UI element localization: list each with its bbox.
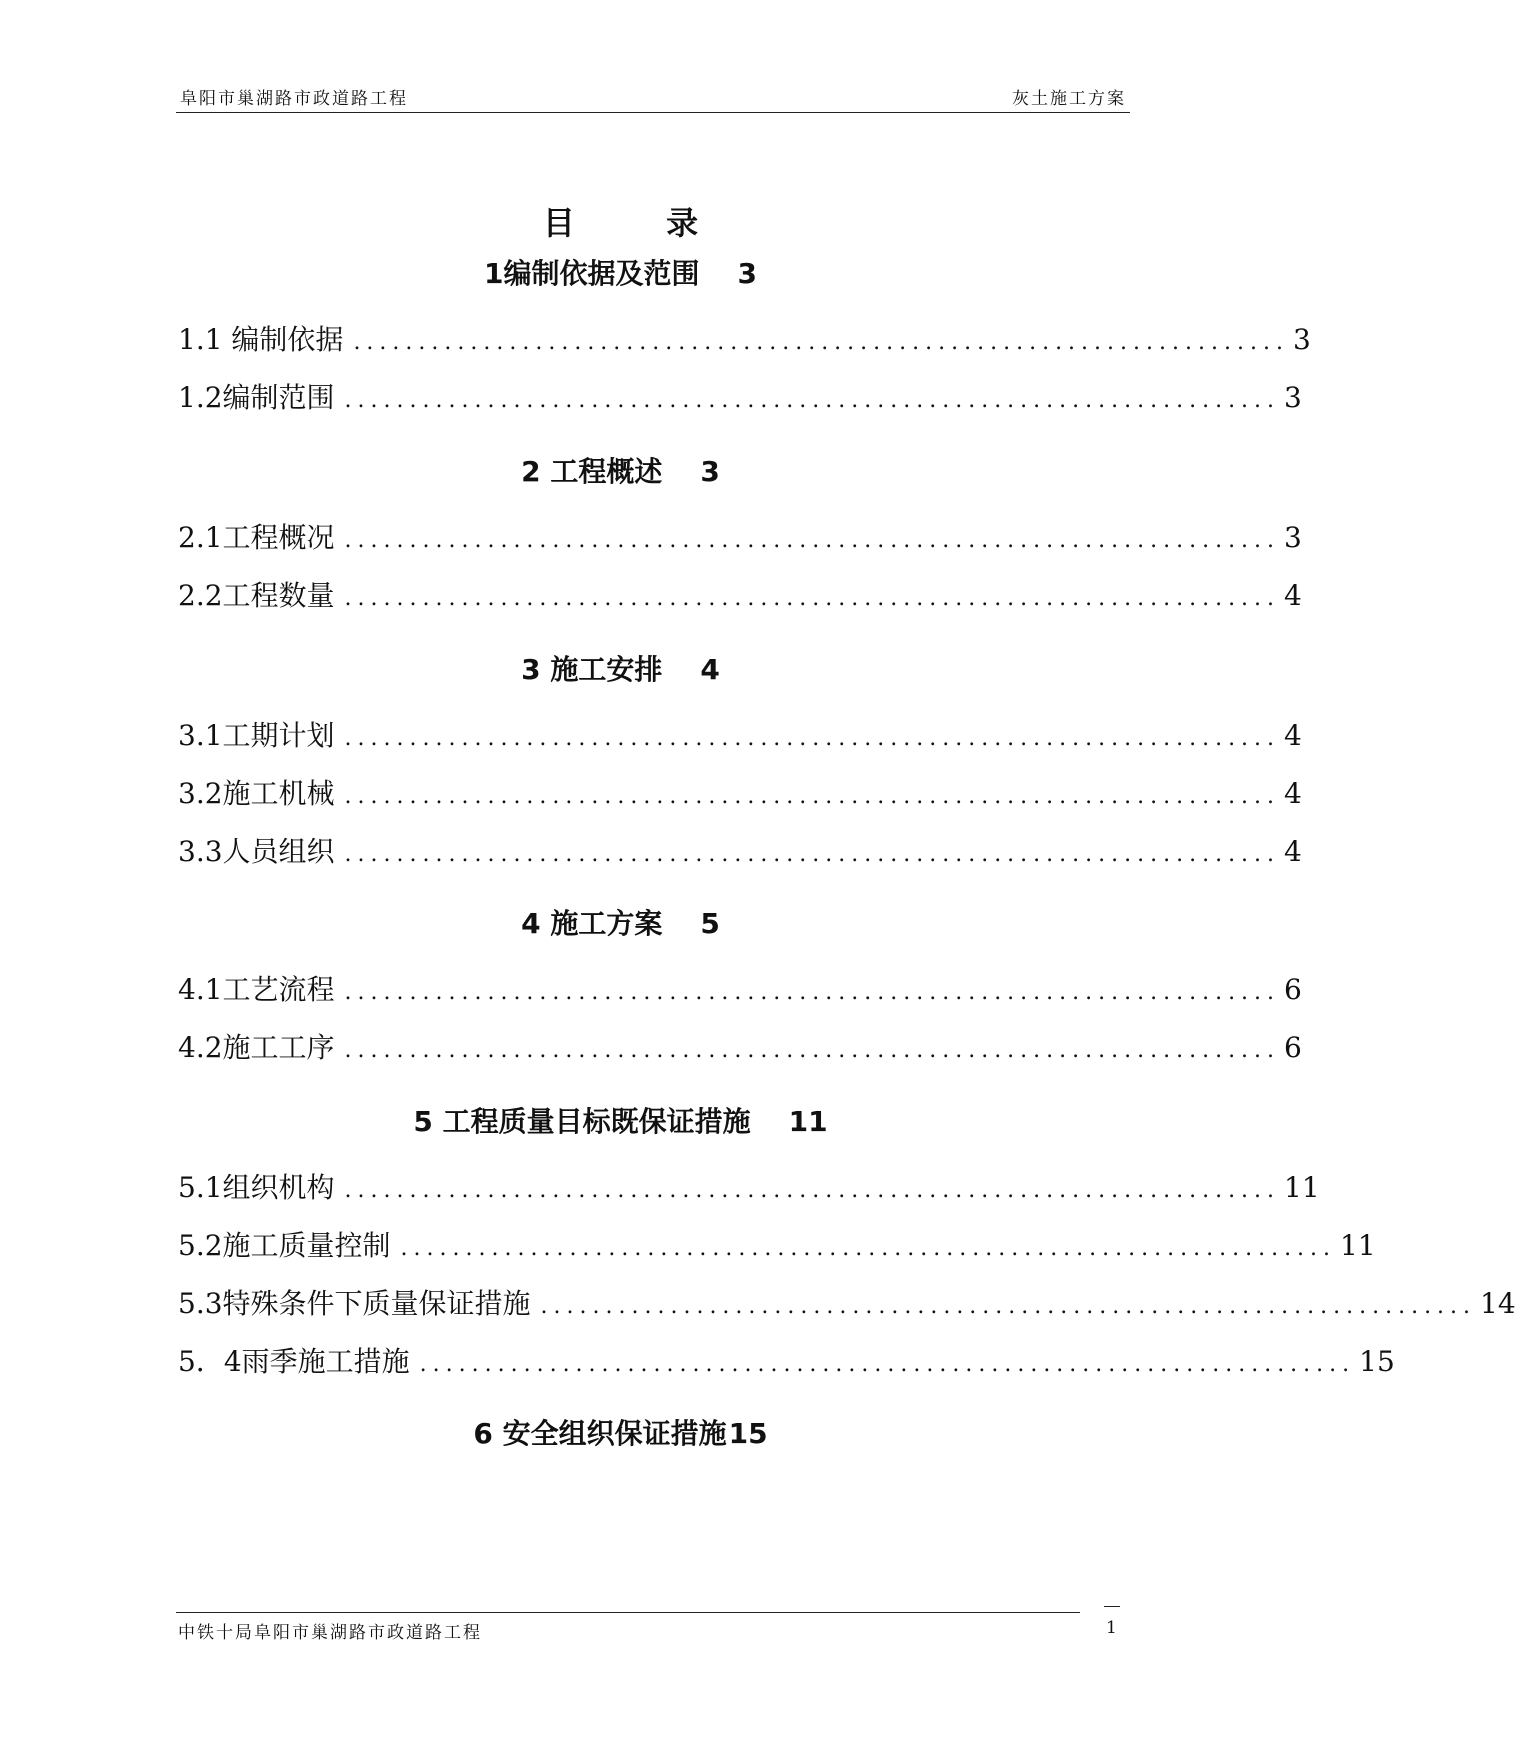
- dot-leader: ........................................................................: [344, 980, 1281, 1005]
- toc-section-4[interactable]: [0, 902, 1241, 942]
- toc-entry-label: 2.1工程概况: [178, 521, 335, 554]
- toc-entry[interactable]: [178, 318, 1311, 358]
- toc-entry-label: 1.1 编制依据: [178, 323, 344, 356]
- toc-entry-label: 3.2施工机械: [178, 777, 335, 810]
- toc-entry-page: 11: [1284, 1171, 1320, 1204]
- section-title: 1编制依据及范围: [484, 257, 700, 290]
- dot-leader: ........................................................................: [344, 784, 1281, 809]
- footer-company: 中铁十局阜阳市巢湖路市政道路工程: [178, 1623, 482, 1643]
- toc-entry-page: 3: [1284, 381, 1302, 414]
- toc-entry-page: 11: [1340, 1229, 1376, 1262]
- section-title: 6 安全组织保证措施: [473, 1417, 727, 1450]
- section-page: 4: [700, 653, 720, 686]
- toc-entry[interactable]: [178, 1166, 1320, 1206]
- toc-entry-label: 5.1组织机构: [178, 1171, 335, 1204]
- toc-entry-page: 14: [1480, 1287, 1516, 1320]
- toc-section-5[interactable]: [0, 1100, 1241, 1140]
- toc-entry-page: 3: [1284, 521, 1302, 554]
- toc-entry[interactable]: [178, 772, 1302, 812]
- toc-entry-page: 3: [1292, 323, 1311, 356]
- toc-entry-label: 5．4雨季施工措施: [178, 1345, 410, 1378]
- page-header: [176, 86, 1130, 113]
- toc-section-3[interactable]: [0, 648, 1241, 688]
- toc-entry-page: 15: [1359, 1345, 1395, 1378]
- toc-section-1[interactable]: [0, 252, 1241, 292]
- toc-entry-label: 5.2施工质量控制: [178, 1229, 391, 1262]
- dot-leader: ........................................................................: [344, 842, 1281, 867]
- footer-page-mark: [1104, 1606, 1120, 1607]
- toc-entry-page: 4: [1284, 835, 1302, 868]
- toc-entry-label: 3.3人员组织: [178, 835, 335, 868]
- toc-entry[interactable]: [178, 1340, 1395, 1380]
- toc-entry[interactable]: [178, 714, 1302, 754]
- toc-entry[interactable]: [178, 830, 1302, 870]
- toc-entry-page: 6: [1284, 1031, 1302, 1064]
- toc-entry[interactable]: [178, 968, 1302, 1008]
- toc-section-6[interactable]: [0, 1412, 1241, 1452]
- section-title: 3 施工安排: [521, 653, 663, 686]
- dot-leader: ........................................................................: [344, 1178, 1281, 1203]
- toc-entry-label: 3.1工期计划: [178, 719, 335, 752]
- toc-entry-label: 1.2编制范围: [178, 381, 335, 414]
- section-title: 4 施工方案: [521, 907, 663, 940]
- toc-entry-page: 4: [1284, 777, 1302, 810]
- dot-leader: ........................................................................: [344, 388, 1281, 413]
- toc-entry[interactable]: [178, 376, 1302, 416]
- dot-leader: ........................................................................: [344, 528, 1281, 553]
- section-page: 3: [737, 257, 757, 290]
- footer-page-number: 1: [1106, 1618, 1117, 1638]
- toc-entry[interactable]: [178, 1282, 1516, 1322]
- dot-leader: ........................................................................: [353, 330, 1289, 355]
- toc-entry[interactable]: [178, 1026, 1302, 1066]
- toc-entry-page: 4: [1284, 719, 1302, 752]
- dot-leader: ........................................................................: [344, 1038, 1281, 1063]
- dot-leader: ........................................................................: [540, 1294, 1477, 1319]
- toc-entry-page: 6: [1284, 973, 1302, 1006]
- toc-title: 目 录: [542, 204, 739, 242]
- dot-leader: ........................................................................: [344, 726, 1281, 751]
- section-page: 5: [700, 907, 720, 940]
- toc-entry-label: 4.1工艺流程: [178, 973, 335, 1006]
- toc-section-2[interactable]: [0, 450, 1241, 490]
- header-project-name: 阜阳市巢湖路市政道路工程: [180, 89, 408, 109]
- dot-leader: ........................................................................: [344, 586, 1281, 611]
- section-page: 3: [700, 455, 720, 488]
- footer-divider: [176, 1612, 1080, 1613]
- section-page: 15: [728, 1417, 768, 1450]
- section-title: 5 工程质量目标既保证措施: [413, 1105, 751, 1138]
- header-document-type: 灰土施工方案: [1012, 89, 1126, 109]
- dot-leader: ........................................................................: [419, 1352, 1356, 1377]
- toc-entry[interactable]: [178, 574, 1302, 614]
- toc-entry-label: 4.2施工工序: [178, 1031, 335, 1064]
- section-title: 2 工程概述: [521, 455, 663, 488]
- section-page: 11: [788, 1105, 828, 1138]
- toc-entry[interactable]: [178, 1224, 1376, 1264]
- toc-entry-page: 4: [1284, 579, 1302, 612]
- toc-entry-label: 5.3特殊条件下质量保证措施: [178, 1287, 531, 1320]
- toc-entry[interactable]: [178, 516, 1302, 556]
- toc-entry-label: 2.2工程数量: [178, 579, 335, 612]
- dot-leader: ........................................................................: [400, 1236, 1337, 1261]
